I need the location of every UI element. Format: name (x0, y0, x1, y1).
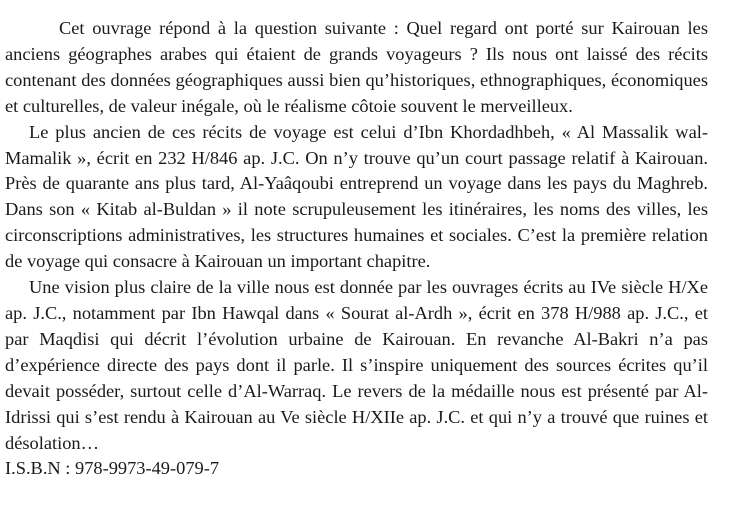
paragraph-later-geographers: Une vision plus claire de la ville nous est donnée par les ouvrages écrits au IVe siècle H/Xe ap. J.C., notamment par Ibn Hawqal dans « Sourat al-Ardh », écrit en 378 H/988 ap. J.C., et par Maqdisi qui décrit l’évolution urbaine de Kairouan. En revanche Al-Bakri n’a pas d’expérience directe des pays dont il parle. Il s’inspire uniquement des sources écrites qu’il devait posséder, surtout celle d’Al-Warraq. Le revers de la médaille nous est présenté par Al-Idrissi qui s’est rendu à Kairouan au Ve siècle H/XIIe ap. J.C. et qui n’y a trouvé que ruines et désolation… (5, 277, 708, 453)
paragraph-ibn-khordadhbeh: Le plus ancien de ces récits de voyage est celui d’Ibn Khordadhbeh, « Al Massalik wal-Mamalik », écrit en 232 H/846 ap. J.C. On n’y trouve qu’un court passage relatif à Kairouan. Près de quarante ans plus tard, Al-Yaâqoubi entreprend un voyage dans les pays du Maghreb. Dans son « Kitab al-Buldan » il note scrupuleusement les itinéraires, les noms des villes, les circonscriptions administratives, les structures humaines et sociales. C’est la première relation de voyage qui consacre à Kairouan un important chapitre. (5, 121, 708, 272)
paragraph-intro: Cet ouvrage répond à la question suivante : Quel regard ont porté sur Kairouan les anciens géographes arabes qui étaient de grands voyageurs ? Ils nous ont laissé des récits contenant des données géographiques aussi bien qu’historiques, ethnographiques, économiques et culturelles, de valeur inégale, où le réalisme côtoie souvent le merveilleux. (5, 18, 708, 116)
document-body (5, 16, 708, 482)
isbn-line: I.S.B.N : 978-9973-49-079-7 (5, 458, 220, 479)
